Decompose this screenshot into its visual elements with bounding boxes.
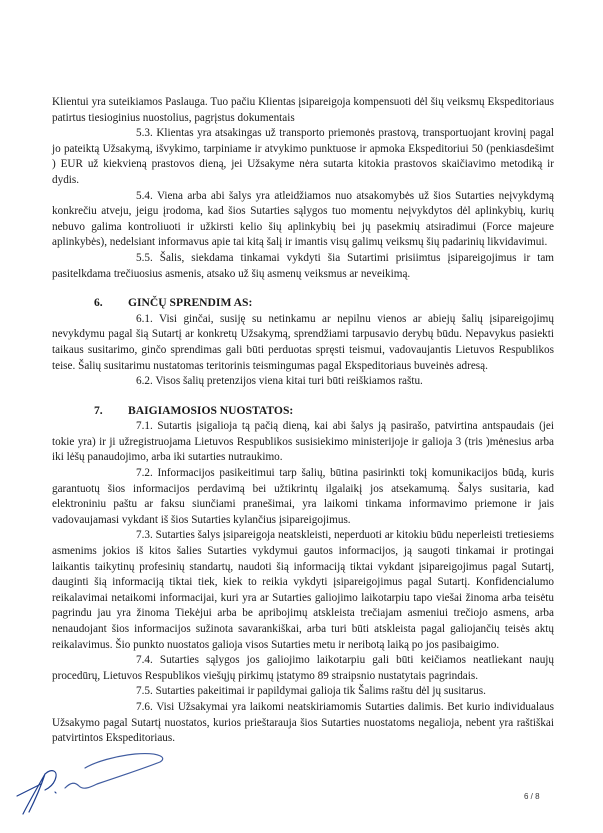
clause-number: 7.4.	[136, 654, 153, 667]
clause-7-6	[52, 700, 554, 747]
clause-number: 5.4.	[136, 189, 153, 202]
document-page	[52, 95, 554, 747]
clause-6-2	[52, 374, 554, 390]
clause-5-4	[52, 189, 554, 251]
clause-7-1	[52, 419, 554, 466]
clause-7-5	[52, 684, 554, 700]
section-title: GINČŲ SPRENDIM AS:	[128, 296, 253, 310]
continuation-paragraph: Klientui yra suteikiamos Paslauga. Tuo pačiu Klientas įsipareigoja kompensuoti dėl šių veiksmų Ekspeditoriaus patirtus tiesioginius nuostolius, pagrįstus dokumentais	[52, 96, 554, 124]
section-6-heading	[52, 295, 554, 311]
clause-text: Sutarties šalys įsipareigoja neatskleisti, neperduoti ar kitokiu būdu neperleisti tretiesiems asmenims jokios iš kitos šalies Sutarties vykdymui gautos informacijos, ją saugoti tinkamai ir protingai laikantis taikytinų profesinių standartų, naudoti šią informaciją tiktai vykdant įsipareigojimus pagal Sutartį, dauginti šią informaciją tiktai tiek, kiek to reikia vykdyti įsipareigojimus pagal Sutartį. Konfidencialumo reikalavimai netaikomi informacijai, kuri yra ar Sutarties galiojimo laikotarpiu tapo viešai žinoma arba teisėtu pagrindu jau yra žinoma Tiekėjui arba be apribojimų atskleista trečiajam asmeniui trečiojo asmens, arba nenaudojant šios informacijos sužinota savarankiškai, arba turi būti atskleista pagal galiojančių teisės aktų reikalavimus. Šio punkto nuostatos galioja visos Sutarties metu ir neribotą laiką po jos pasibaigimo.	[52, 529, 555, 651]
clause-number: 7.5.	[136, 685, 153, 698]
clause-6-1	[52, 312, 554, 374]
section-title: BAIGIAMOSIOS NUOSTATOS:	[128, 403, 294, 417]
page-number: 6 / 8	[524, 792, 540, 801]
clause-text: Visi ginčai, susiję su netinkamu ar nepilnu vienos ar abiejų šalių įsipareigojimų nevykdymu pagal šią Sutartį ar konkretų Užsakymą, sprendžiami tarpusavio derybų būdu. Nepavykus pasiekti taikaus susitarimo, ginčo sprendimas gali būti perduotas spręsti teismui, vadovaujantis Lietuvos Respublikos teise. Šalių susitarimu nustatomas teritorinis teismingumas pagal Ekspeditoriaus buveinės adresą.	[52, 312, 554, 372]
clause-7-2	[52, 466, 554, 528]
section-number: 7.	[94, 403, 103, 417]
clause-text: Visos šalių pretenzijos viena kitai turi būti reiškiamos raštu.	[155, 375, 423, 388]
clause-text: Informacijos pasikeitimui tarp šalių, būtina pasirinkti tokį komunikacijos būdą, kuris garantuotų šios informacijos perdavimą bei užtikrintų ilgalaikį jos atsekamumą. Šalys susitaria, kad elektroniniu paštu ar faksu siunčiami pranešimai, yra laikomi tinkama informavimo priemone ir jais vadovaujamasi vykdant iš šios Sutarties kylančius įsipareigojimus.	[52, 467, 554, 526]
clause-number: 6.2.	[136, 375, 153, 388]
section-number: 6.	[94, 296, 103, 310]
clause-number: 5.3.	[136, 127, 153, 140]
section-5-clauses	[52, 126, 554, 282]
clause-5-5	[52, 251, 554, 282]
clause-number: 7.3.	[136, 529, 153, 542]
clause-number: 7.6.	[136, 700, 153, 713]
clause-number: 6.1.	[136, 312, 153, 325]
clause-text: Viena arba abi šalys yra atleidžiamos nuo atsakomybės už šios Sutarties neįvykdymą konkrečiu atveju, jeigu įrodoma, kad šios Sutarties sąlygos tuo momentu neįvykdytos dėl aplinkybių, kurių nebuvo galima kontroliuoti ir užkirsti kelio šių aplinkybių bei jų pasekmių atsiradimui (Force majeure aplinkybės), nedelsiant informavus apie tai kitą šalį ir imantis visų galimų veiksmų šių padarinių likvidavimui.	[52, 189, 554, 249]
clause-text: Sutartis įsigalioja tą pačią dieną, kai abi šalys ją pasirašo, patvirtina antspaudais (jei tokie yra) ir ji užregistruojama Lietuvos Respublikos susisiekimo ministerijoje ir galioja 3 (tris )mėnesius arba iki lėšų panaudojimo, arba iki sutarties nutraukimo.	[52, 420, 554, 464]
clause-text: Visi Užsakymai yra laikomi neatskiriamomis Sutarties dalimis. Bet kurio individualaus Užsakymo pagal Sutartį nuostatos, kurios prieštarauja šios Sutarties nuostatoms negalioja, nebent yra raštiškai patvirtintos Ekspeditoriaus.	[52, 700, 554, 745]
clause-7-3	[52, 528, 554, 653]
clause-number: 7.2.	[136, 467, 153, 480]
clause-text: Sutarties pakeitimai ir papildymai galioja tik Šalims raštu dėl jų susitarus.	[155, 685, 486, 698]
clause-number: 7.1.	[136, 420, 153, 433]
clause-number: 5.5.	[136, 251, 153, 264]
section-7-heading	[52, 403, 554, 419]
clause-text: Klientas yra atsakingas už transporto priemonės prastovą, transportuojant krovinį pagal jo pateiktą Užsakymą, išvykimo, tarpiniame ir atvykimo punktuose ir apmoka Ekspeditoriui 50 (penkiasdešimt ) EUR už kiekvieną prastovos dieną, jei Užsakyme nėra sutarta kitokia prastovos skaičiavimo metodiką ir dydis.	[52, 127, 555, 186]
clause-7-4	[52, 653, 554, 684]
clause-text: Sutarties sąlygos jos galiojimo laikotarpiu gali būti keičiamos neatliekant naujų procedūrų, Lietuvos Respublikos viešųjų pirkimų įstatymo 89 straipsnio nustatytais pagrindais.	[52, 654, 554, 682]
handwritten-signature-icon	[15, 752, 175, 822]
clause-text: Šalis, siekdama tinkamai vykdyti šia Sutartimi prisiimtus įsipareigojimus ir tam pasitelkdama trečiuosius asmenis, atsako už šių asmenų veiksmus ar neveikimą.	[52, 251, 554, 280]
clause-5-3	[52, 126, 554, 188]
